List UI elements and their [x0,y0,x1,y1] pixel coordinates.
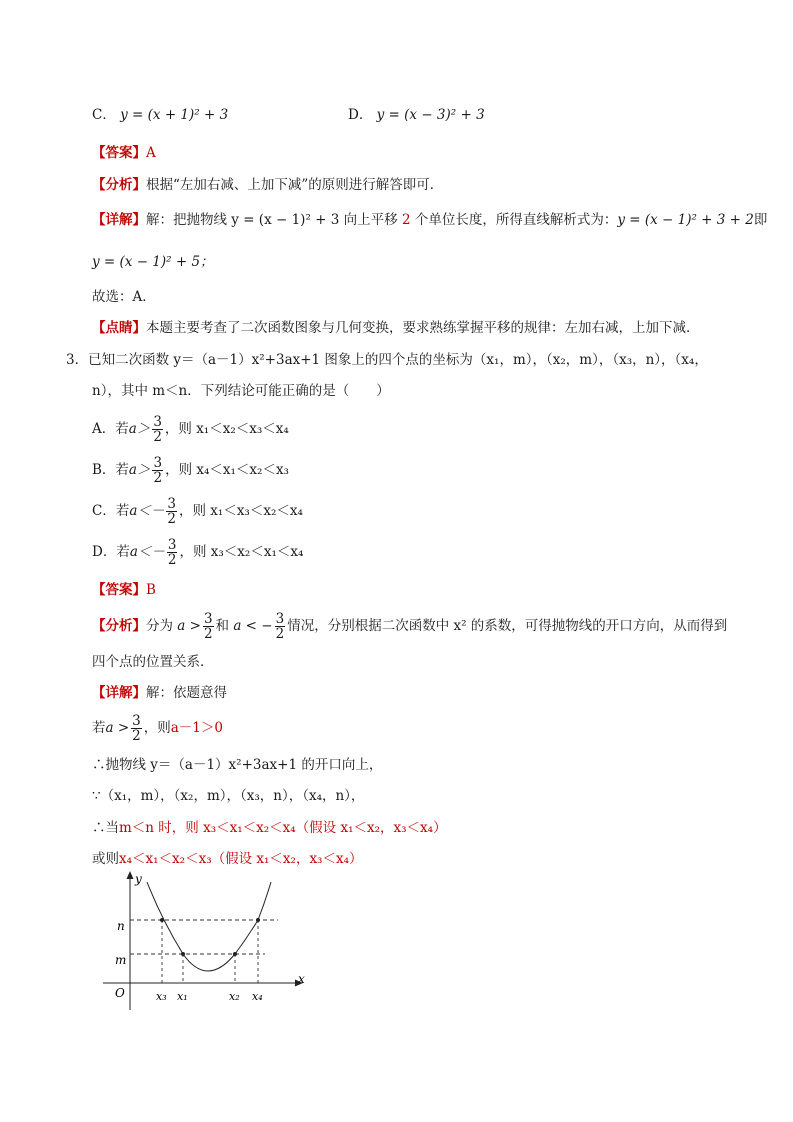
frac-den: 2 [167,511,176,527]
parabola-curve [147,882,271,971]
q3-stem-line2: n），其中 m＜n．下列结论可能正确的是（ ） [92,383,390,399]
q3-option-d [92,536,303,568]
frac-den: 2 [203,626,213,642]
detail-mid: 个单位长度，所得直线解析式为： [414,212,618,228]
frac-num: 3 [153,455,163,471]
frac-3-2 [275,612,286,641]
opt-c-label: C．若 [92,503,130,519]
frac-num: 3 [275,611,285,627]
point-x4-n [256,918,260,922]
q2-analysis [92,175,443,195]
q3-therefore2 [92,818,447,838]
therefore2-red: m＜n 时，则 x₃＜x₁＜x₂＜x₄（假设 x₁＜x₂，x₃＜x₄） [119,820,447,836]
q3-or [92,849,363,869]
detail-tag: 【详解】 [92,212,146,228]
detail-tag: 【详解】 [92,685,146,701]
q2-detail-line2: y = (x − 1)² + 5； [92,254,214,270]
analysis-text: 根据“左加右减、上加下减”的原则进行解答即可． [146,177,444,193]
frac-num: 3 [132,713,141,729]
q3-stem1: 已知二次函数 y＝（a－1）x²+3ax+1 图象上的四个点的坐标为（x₁，m），（x₂，m），（x₃，n），（x₄， [88,352,708,368]
opt-b-rel: ，则 x₄＜x₁＜x₂＜x₃ [165,462,289,478]
opt-a-cond: a＞ [128,421,151,437]
analysis-cond1: a > [177,618,201,634]
option-d-label: D． [348,107,373,123]
answer-value: B [146,582,156,598]
frac-den: 2 [132,728,141,744]
if-cond: a > [105,720,130,736]
analysis-and: 和 [215,618,230,634]
comment-tag: 【点睛】 [92,320,146,336]
or-pre: 或则 [92,851,119,867]
q3-answer [92,580,156,600]
q3-option-c [92,495,303,527]
frac-den: 2 [153,470,163,486]
x-axis-label: x [298,972,305,986]
q3-therefore1: ∴抛物线 y＝（a－1）x²+3ax+1 的开口向上， [92,757,383,773]
if-pre: 若 [92,720,106,736]
q3-analysis-line2: 四个点的位置关系． [92,654,214,670]
opt-a-label: A．若 [92,421,129,437]
q3-option-a [92,413,289,445]
x4-label: x₄ [252,990,263,1003]
opt-b-cond: a＞ [128,462,151,478]
answer-tag: 【答案】 [92,145,146,161]
opt-c-rel: ，则 x₁＜x₃＜x₂＜x₄ [179,503,303,519]
q3-option-b [92,454,289,486]
m-label: m [115,953,127,967]
point-x3-n [160,918,164,922]
detail-expr: y = (x − 1)² + 3 + 2 [617,212,754,228]
or-red: x₄＜x₁＜x₂＜x₃（假设 x₁＜x₂，x₃＜x₄） [119,851,363,867]
opt-d-cond: a＜－ [129,544,165,560]
q2-comment [92,318,700,338]
q2-choose: 故选：A． [92,289,156,305]
frac-3-2 [152,456,163,485]
n-label: n [117,919,125,933]
frac-num: 3 [167,496,176,512]
x1-label: x₁ [177,990,188,1003]
analysis-tag: 【分析】 [92,177,146,193]
detail-intro: 解：依题意得 [146,685,227,701]
opt-b-label: B．若 [92,462,129,478]
frac-3-2 [203,612,214,641]
frac-3-2 [152,415,163,444]
q3-number: 3． [66,352,89,368]
frac-3-2 [131,714,142,743]
comment-text: 本题主要考查了二次函数图象与几何变换，要求熟练掌握平移的规律：左加右减，上加下减． [146,320,700,336]
opt-d-label: D．若 [92,544,130,560]
if-result: a－1＞0 [170,720,223,736]
q2-detail [92,210,767,230]
frac-3-2 [166,497,177,526]
option-d [348,105,485,125]
point-x1-m [181,952,185,956]
frac-den: 2 [167,552,177,568]
if-post: ，则 [143,720,171,736]
x3-label: x₃ [156,990,167,1003]
frac-num: 3 [153,414,162,430]
detail-pre: 解：把抛物线 y = (x − 1)² + 3 向上平移 [146,212,398,228]
q3-because: ∵（x₁，m），（x₂，m），（x₃，n），（x₄，n）， [92,788,365,804]
option-d-expr: y = (x − 3)² + 3 [376,107,485,123]
therefore2-pre: ∴当 [92,820,119,836]
q3-stem-line1 [66,350,708,370]
answer-tag: 【答案】 [92,582,146,598]
q2-answer [92,143,156,163]
q3-if-line [92,712,223,744]
y-axis-arrow [127,871,134,879]
parabola-graph [95,870,325,1020]
analysis-tag: 【分析】 [92,618,146,634]
analysis-pre: 分为 [146,618,173,634]
opt-d-rel: ，则 x₃＜x₂＜x₁＜x₄ [179,544,304,560]
frac-num: 3 [167,537,177,553]
y-axis-label: y [135,872,142,886]
opt-a-rel: ，则 x₁＜x₂＜x₃＜x₄ [164,421,289,437]
frac-den: 2 [153,429,162,445]
answer-value: A [146,145,156,161]
frac-num: 3 [203,611,213,627]
point-x2-m [233,952,237,956]
origin-label: O [115,986,125,1000]
detail-post: 即 [753,212,768,228]
detail-num: 2 [401,212,411,228]
x2-label: x₂ [229,990,240,1003]
frac-den: 2 [275,626,285,642]
opt-c-cond: a＜－ [129,503,165,519]
option-c-expr: y = (x + 1)² + 3 [120,107,229,123]
option-c-label: C． [92,107,116,123]
analysis-post: 情况，分别根据二次函数中 x² 的系数，可得抛物线的开口方向，从而得到 [287,618,728,634]
analysis-cond2: a < − [233,618,273,634]
option-c [92,105,228,125]
q3-detail [92,683,227,703]
q3-analysis [92,610,727,642]
frac-3-2 [167,538,178,567]
